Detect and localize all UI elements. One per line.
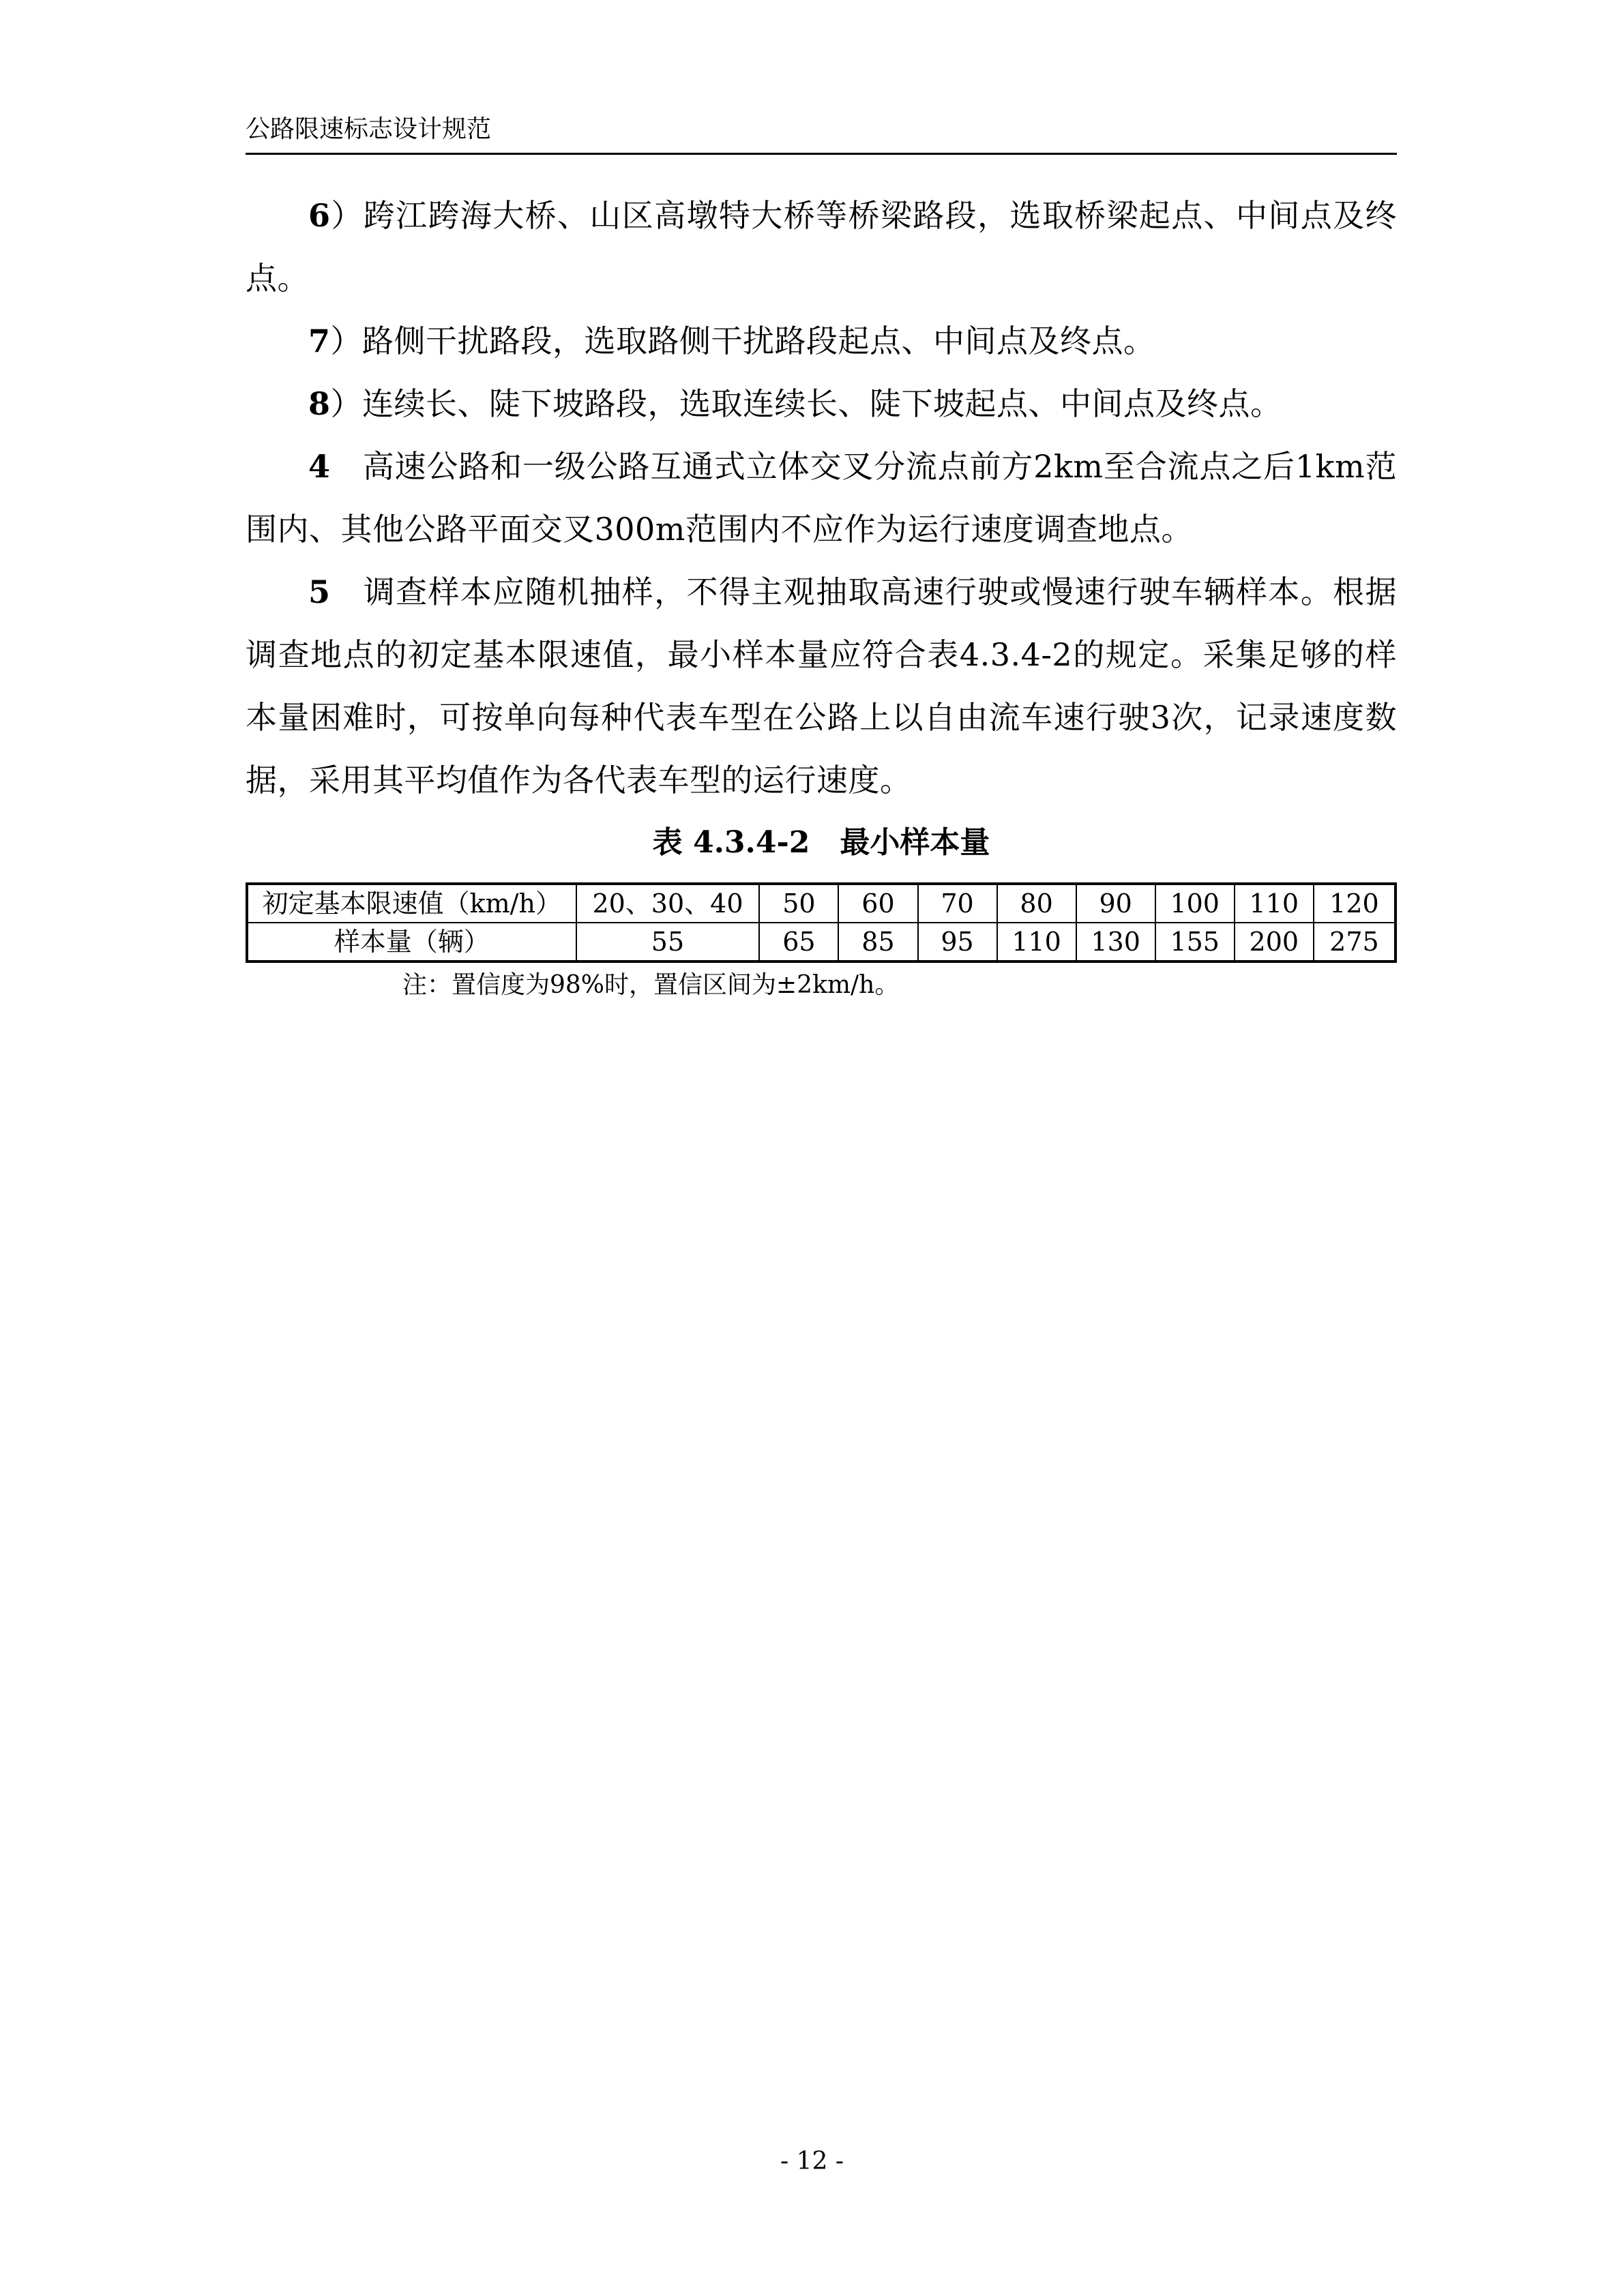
table-caption [246, 811, 1397, 874]
paragraph-item-7 [246, 310, 1397, 372]
table-cell: 130 [1076, 923, 1155, 961]
table-cell: 120 [1314, 884, 1396, 923]
paragraph-clause-5 [246, 561, 1397, 811]
table-cell: 85 [838, 923, 917, 961]
table-caption-number: 表 4.3.4-2 [652, 825, 810, 860]
paragraph-item-6 [246, 184, 1397, 310]
table-cell: 60 [838, 884, 917, 923]
paragraph-text: 高速公路和一级公路互通式立体交叉分流点前方2km至合流点之后1km范围内、其他公路平面交叉300m范围内不应作为运行速度调查地点。 [246, 448, 1397, 548]
table-cell: 65 [759, 923, 838, 961]
table-cell: 110 [1235, 884, 1314, 923]
table-caption-title: 最小样本量 [840, 825, 990, 860]
paragraph-text: ）跨江跨海大桥、山区高墩特大桥等桥梁路段，选取桥梁起点、中间点及终点。 [246, 197, 1397, 297]
table-row-speed [247, 884, 1396, 923]
table-header-cell: 样本量（辆） [247, 923, 576, 961]
table-cell: 50 [759, 884, 838, 923]
item-number: 7 [308, 323, 331, 359]
table-cell: 70 [918, 884, 997, 923]
table-cell: 155 [1155, 923, 1235, 961]
paragraph-text: 调查样本应随机抽样，不得主观抽取高速行驶或慢速行驶车辆样本。根据调查地点的初定基本限速值，最小样本量应符合表4.3.4-2的规定。采集足够的样本量困难时，可按单向每种代表车型在公路上以自由流车速行驶3次，记录速度数据，采用其平均值作为各代表车型的运行速度。 [246, 573, 1397, 799]
table-row-sample-size [247, 923, 1396, 961]
table-cell: 90 [1076, 884, 1155, 923]
clause-number: 5 [308, 573, 331, 610]
sample-size-table [246, 882, 1397, 963]
running-header: 公路限速标志设计规范 [246, 115, 1397, 155]
table-cell: 200 [1235, 923, 1314, 961]
table-cell: 55 [576, 923, 760, 961]
table-cell: 110 [997, 923, 1076, 961]
item-number: 8 [308, 385, 331, 422]
paragraph-text: ）连续长、陡下坡路段，选取连续长、陡下坡起点、中间点及终点。 [330, 385, 1282, 422]
paragraph-clause-4 [246, 435, 1397, 561]
table-header-cell: 初定基本限速值（km/h） [247, 884, 576, 923]
table-note: 注：置信度为98%时，置信区间为±2km/h。 [402, 971, 900, 999]
paragraph-text: ）路侧干扰路段，选取路侧干扰路段起点、中间点及终点。 [330, 323, 1155, 359]
table-cell: 80 [997, 884, 1076, 923]
table-cell: 100 [1155, 884, 1235, 923]
table-cell: 275 [1314, 923, 1396, 961]
clause-number: 4 [308, 448, 331, 485]
page-content [246, 184, 1397, 1002]
paragraph-item-8 [246, 372, 1397, 435]
table-cell: 95 [918, 923, 997, 961]
table-cell: 20、30、40 [576, 884, 760, 923]
page-number: - 12 - [780, 2147, 844, 2175]
item-number: 6 [308, 197, 331, 234]
